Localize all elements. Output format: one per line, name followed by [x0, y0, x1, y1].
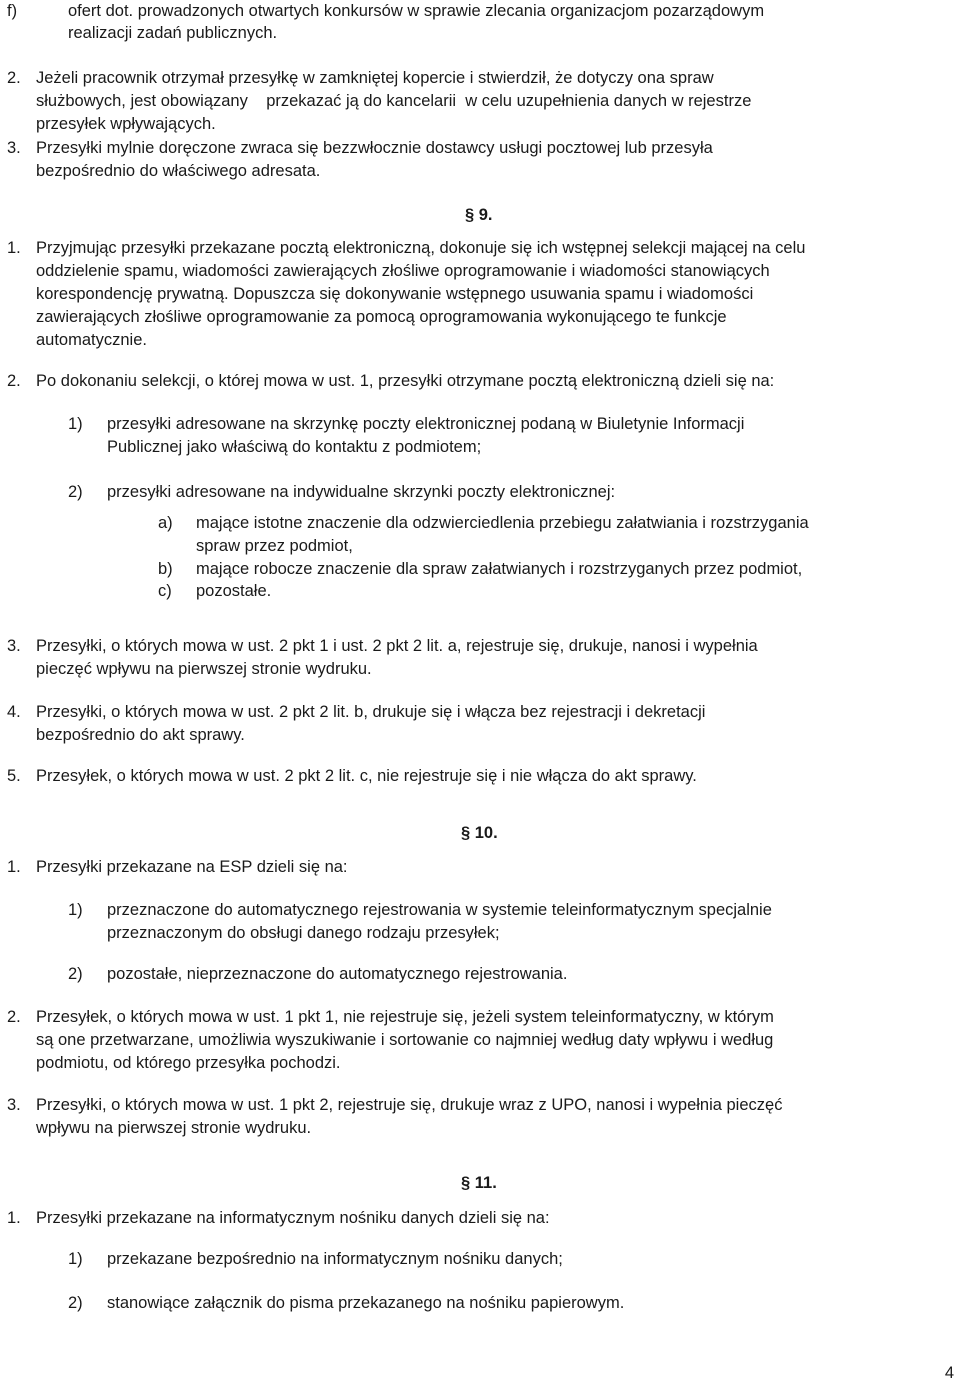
list-marker: 1. [7, 239, 21, 257]
list-marker: 1) [68, 901, 83, 919]
text-line: Przesyłki, o których mowa w ust. 2 pkt 1 i ust. 2 pkt 2 lit. a, rejestruje się, drukuje, nanosi i wypełnia [36, 637, 758, 655]
list-marker: 2. [7, 372, 21, 390]
text-line: automatycznie. [36, 331, 147, 349]
text-line: mające istotne znaczenie dla odzwierciedlenia przebiegu załatwiania i rozstrzygania [196, 514, 809, 532]
list-marker: 1) [68, 1250, 83, 1268]
text-line: Przesyłek, o których mowa w ust. 1 pkt 1, nie rejestruje się, jeżeli system teleinformatyczny, w którym [36, 1008, 774, 1026]
list-marker: 3. [7, 139, 21, 157]
text-line: przesyłki adresowane na skrzynkę poczty elektronicznej podaną w Biuletynie Informacji [107, 415, 745, 433]
list-marker: 2) [68, 965, 83, 983]
text-line: są one przetwarzane, umożliwia wyszukiwanie i sortowanie co najmniej według daty wpływu i według [36, 1031, 774, 1049]
text-line: pieczęć wpływu na pierwszej stronie wydruku. [36, 660, 372, 678]
text-line: pozostałe. [196, 582, 272, 600]
list-marker: b) [158, 560, 173, 578]
text-line: Jeżeli pracownik otrzymał przesyłkę w zamkniętej kopercie i stwierdził, że dotyczy ona spraw [36, 69, 714, 87]
text-line: przekazane bezpośrednio na informatycznym nośniku danych; [107, 1250, 563, 1268]
text-line: Przesyłki przekazane na informatycznym nośniku danych dzieli się na: [36, 1209, 550, 1227]
list-marker: 2) [68, 1294, 83, 1312]
text-line: Po dokonaniu selekcji, o której mowa w ust. 1, przesyłki otrzymane pocztą elektroniczną dzieli się na: [36, 372, 775, 390]
text-line: ofert dot. prowadzonych otwartych konkursów w sprawie zlecania organizacjom pozarządowym [68, 2, 765, 20]
text-line: bezpośrednio do właściwego adresata. [36, 162, 321, 180]
text-line: Przyjmując przesyłki przekazane pocztą elektroniczną, dokonuje się ich wstępnej selekcji mającej na celu [36, 239, 806, 257]
text-line: Przesyłki przekazane na ESP dzieli się na: [36, 858, 348, 876]
text-line: spraw przez podmiot, [196, 537, 353, 555]
text-line: Przesyłki, o których mowa w ust. 2 pkt 2 lit. b, drukuje się i włącza bez rejestracji i dekretacji [36, 703, 706, 721]
list-marker: 2) [68, 483, 83, 501]
text-line: korespondencję prywatną. Dopuszcza się dokonywanie wstępnego usuwania spamu i wiadomości [36, 285, 754, 303]
text-line: bezpośrednio do akt sprawy. [36, 726, 245, 744]
list-marker: 1. [7, 1209, 21, 1227]
text-line: służbowych, jest obowiązany przekazać ją do kancelarii w celu uzupełnienia danych w rejestrze [36, 92, 752, 110]
text-line: przeznaczone do automatycznego rejestrowania w systemie teleinformatycznym specjalnie [107, 901, 772, 919]
text-line: przeznaczonym do obsługi danego rodzaju przesyłek; [107, 924, 500, 942]
section-heading: § 10. [461, 824, 498, 842]
list-marker: 2. [7, 1008, 21, 1026]
section-heading: § 9. [465, 206, 493, 224]
section-heading: § 11. [461, 1174, 497, 1192]
list-marker: 1) [68, 415, 83, 433]
list-marker: f) [7, 2, 18, 20]
list-marker: 3. [7, 637, 21, 655]
list-marker: 4. [7, 703, 21, 721]
text-line: zawierających złośliwe oprogramowanie za pomocą oprogramowania wykonującego te funkcje [36, 308, 727, 326]
text-line: oddzielenie spamu, wiadomości zawierających złośliwe oprogramowanie i wiadomości stanowiących [36, 262, 770, 280]
list-marker: 3. [7, 1096, 21, 1114]
page-number: 4 [944, 1364, 954, 1382]
text-line: przesyłek wpływających. [36, 115, 216, 133]
text-line: Przesyłek, o których mowa w ust. 2 pkt 2 lit. c, nie rejestruje się i nie włącza do akt sprawy. [36, 767, 697, 785]
text-line: Przesyłki, o których mowa w ust. 1 pkt 2, rejestruje się, drukuje wraz z UPO, nanosi i wypełnia pieczęć [36, 1096, 783, 1114]
text-line: wpływu na pierwszej stronie wydruku. [36, 1119, 312, 1137]
list-marker: 1. [7, 858, 21, 876]
text-line: realizacji zadań publicznych. [68, 24, 278, 42]
list-marker: c) [158, 582, 172, 600]
text-line: mające robocze znaczenie dla spraw załatwianych i rozstrzyganych przez podmiot, [196, 560, 803, 578]
list-marker: 5. [7, 767, 21, 785]
text-line: Przesyłki mylnie doręczone zwraca się bezzwłocznie dostawcy usługi pocztowej lub przesyła [36, 139, 713, 157]
text-line: przesyłki adresowane na indywidualne skrzynki poczty elektronicznej: [107, 483, 616, 501]
text-line: stanowiące załącznik do pisma przekazanego na nośniku papierowym. [107, 1294, 625, 1312]
list-marker: a) [158, 514, 173, 532]
text-line: Publicznej jako właściwą do kontaktu z podmiotem; [107, 438, 482, 456]
list-marker: 2. [7, 69, 21, 87]
text-line: pozostałe, nieprzeznaczone do automatycznego rejestrowania. [107, 965, 568, 983]
text-line: podmiotu, od którego przesyłka pochodzi. [36, 1054, 341, 1072]
